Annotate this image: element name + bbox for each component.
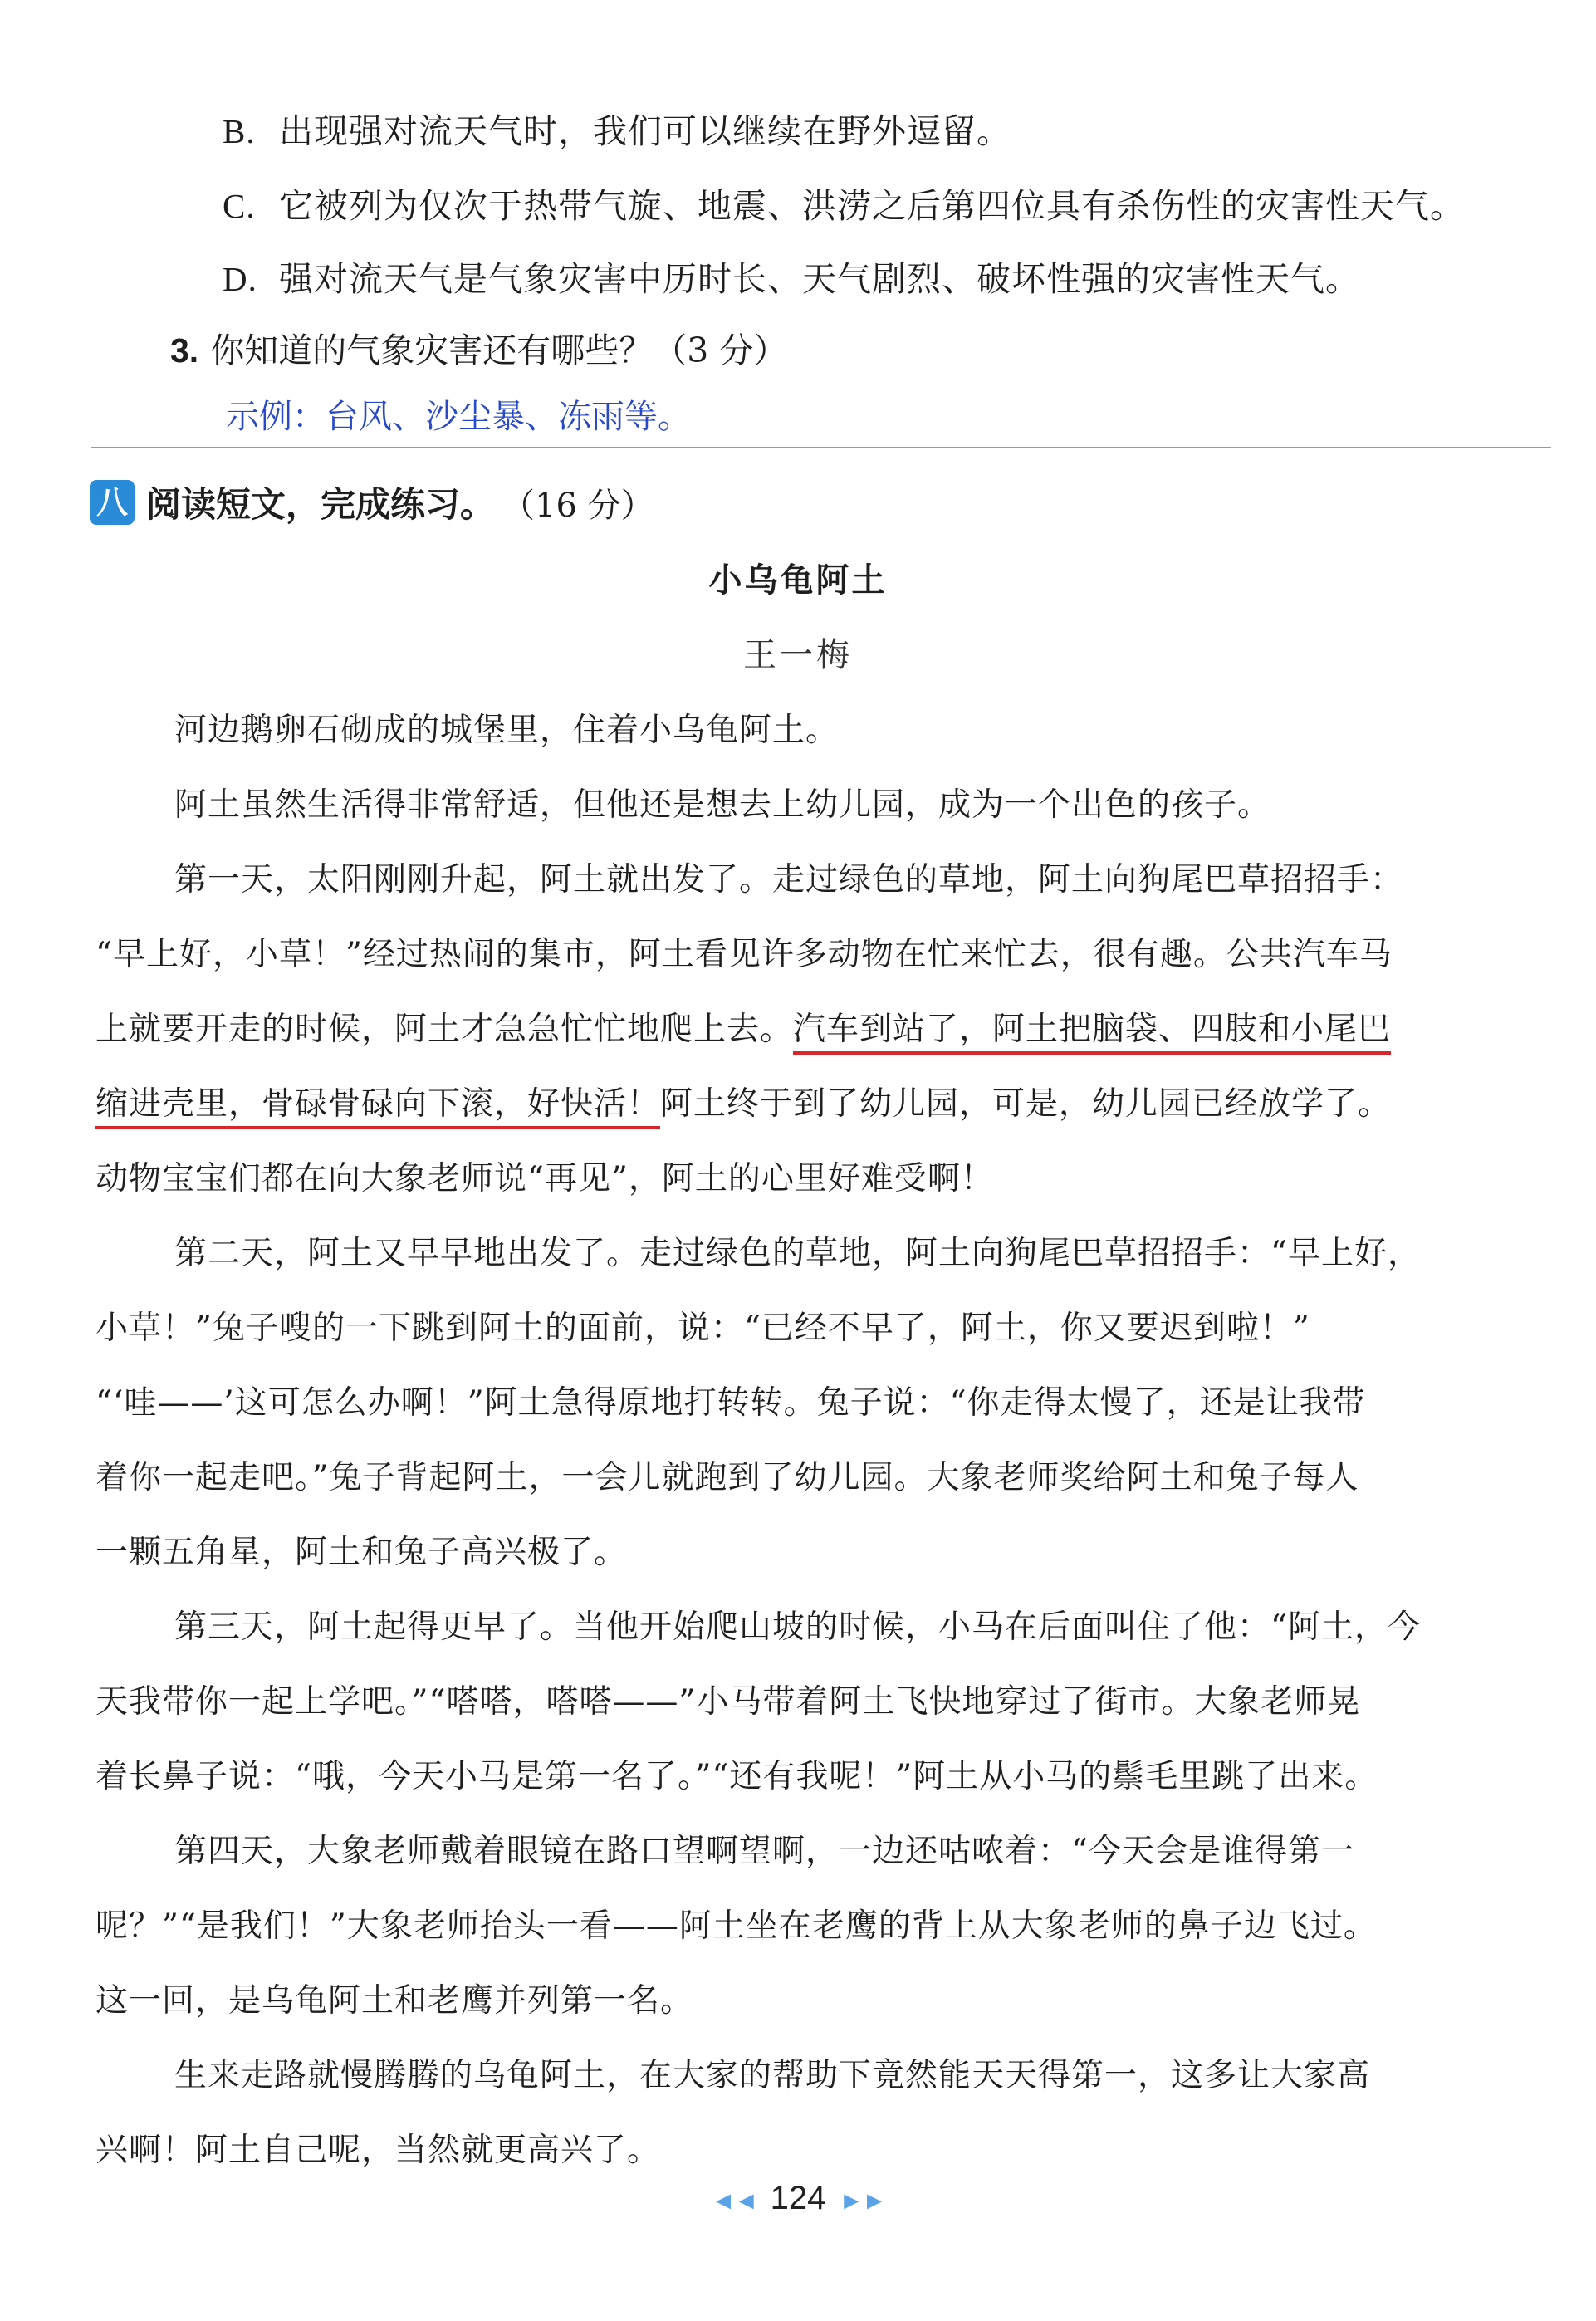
story-line: 着长鼻子说：“哦，今天小马是第一名了。”“还有我呢！”阿土从小马的鬃毛里跳了出来。 xyxy=(95,1758,1378,1795)
option-d xyxy=(223,254,1360,304)
next-arrows-icon: ►► xyxy=(839,2187,885,2215)
story-line: 第二天，阿土又早早地出发了。走过绿色的草地，阿土向狗尾巴草招招手：“早上好， xyxy=(174,1235,1421,1272)
prev-arrows-icon: ◄◄ xyxy=(711,2187,757,2215)
option-b xyxy=(223,106,1011,156)
section-badge: 八 xyxy=(90,480,135,525)
story-line: 生来走路就慢腾腾的乌龟阿土，在大家的帮助下竟然能天天得第一，这多让大家高 xyxy=(174,2057,1371,2094)
story-line: 小草！”兔子嗖的一下跳到阿土的面前，说：“已经不早了，阿土，你又要迟到啦！” xyxy=(95,1310,1310,1347)
story-line xyxy=(95,1005,1391,1055)
question-text: 你知道的气象灾害还有哪些？（3 分） xyxy=(210,331,788,370)
story-line: 第四天，大象老师戴着眼镜在路口望啊望啊，一边还咕哝着：“今天会是谁得第一 xyxy=(174,1833,1354,1870)
story-title: 小乌龟阿土 xyxy=(708,561,888,600)
answer-text: 示例：台风、沙尘暴、冻雨等。 xyxy=(226,398,691,436)
story-line: 第一天，太阳刚刚升起，阿土就出发了。走过绿色的草地，阿土向狗尾巴草招招手： xyxy=(174,861,1404,899)
story-line: “早上好，小草！”经过热闹的集市，阿土看见许多动物在忙来忙去，很有趣。公共汽车马 xyxy=(95,936,1393,973)
story-text: 上就要开走的时候，阿土才急急忙忙地爬上去。 xyxy=(95,1011,794,1048)
story-line: “‘哇——’这可怎么办啊！”阿土急得原地打转转。兔子说：“你走得太慢了，还是让我带 xyxy=(95,1384,1366,1422)
story-line: 这一回，是乌龟阿土和老鹰并列第一名。 xyxy=(95,1982,694,2020)
underlined-text: 汽车到站了，阿土把脑袋、四肢和小尾巴 xyxy=(793,1011,1391,1055)
option-text: 它被列为仅次于热带气旋、地震、洪涝之后第四位具有杀伤性的灾害性天气。 xyxy=(279,186,1465,226)
question-3 xyxy=(170,326,787,375)
option-c xyxy=(223,181,1465,231)
section-points: （16 分） xyxy=(502,486,654,525)
story-line xyxy=(95,1080,1391,1129)
story-line: 兴啊！阿土自己呢，当然就更高兴了。 xyxy=(95,2132,661,2169)
story-line: 天我带你一起上学吧。”“嗒嗒，嗒嗒——”小马带着阿土飞快地穿过了街市。大象老师晃 xyxy=(95,1683,1361,1721)
section-header xyxy=(90,477,654,527)
divider xyxy=(91,447,1551,448)
underlined-text: 缩进壳里，骨碌骨碌向下滚，好快活！ xyxy=(95,1085,660,1129)
story-line: 动物宝宝们都在向大象老师说“再见”，阿土的心里好难受啊！ xyxy=(95,1160,994,1197)
option-letter: D. xyxy=(223,260,257,298)
story-line: 河边鹅卵石砌成的城堡里，住着小乌龟阿土。 xyxy=(174,712,840,749)
story-line: 着你一起走吧。”兔子背起阿土，一会儿就跑到了幼儿园。大象老师奖给阿土和兔子每人 xyxy=(95,1459,1359,1496)
page-footer xyxy=(0,2180,1596,2217)
story-author: 王一梅 xyxy=(743,636,853,674)
section-title: 阅读短文，完成练习。 xyxy=(146,484,496,525)
option-letter: B. xyxy=(223,112,256,150)
story-text: 阿土终于到了幼儿园，可是，幼儿园已经放学了。 xyxy=(660,1085,1392,1123)
story-line: 阿土虽然生活得非常舒适，但他还是想去上幼儿园，成为一个出色的孩子。 xyxy=(174,786,1271,824)
option-letter: C. xyxy=(223,187,256,225)
story-line: 呢？”“是我们！”大象老师抬头一看——阿土坐在老鹰的背上从大象老师的鼻子边飞过。 xyxy=(95,1907,1377,1945)
story-line: 一颗五角星，阿土和兔子高兴极了。 xyxy=(95,1534,628,1571)
page-number: 124 xyxy=(770,2180,826,2216)
story-line: 第三天，阿土起得更早了。当他开始爬山坡的时候，小马在后面叫住了他：“阿土，今 xyxy=(174,1609,1421,1646)
option-text: 强对流天气是气象灾害中历时长、天气剧烈、破坏性强的灾害性天气。 xyxy=(279,259,1360,299)
question-number: 3. xyxy=(170,331,199,370)
option-text: 出现强对流天气时，我们可以继续在野外逗留。 xyxy=(279,111,1011,151)
